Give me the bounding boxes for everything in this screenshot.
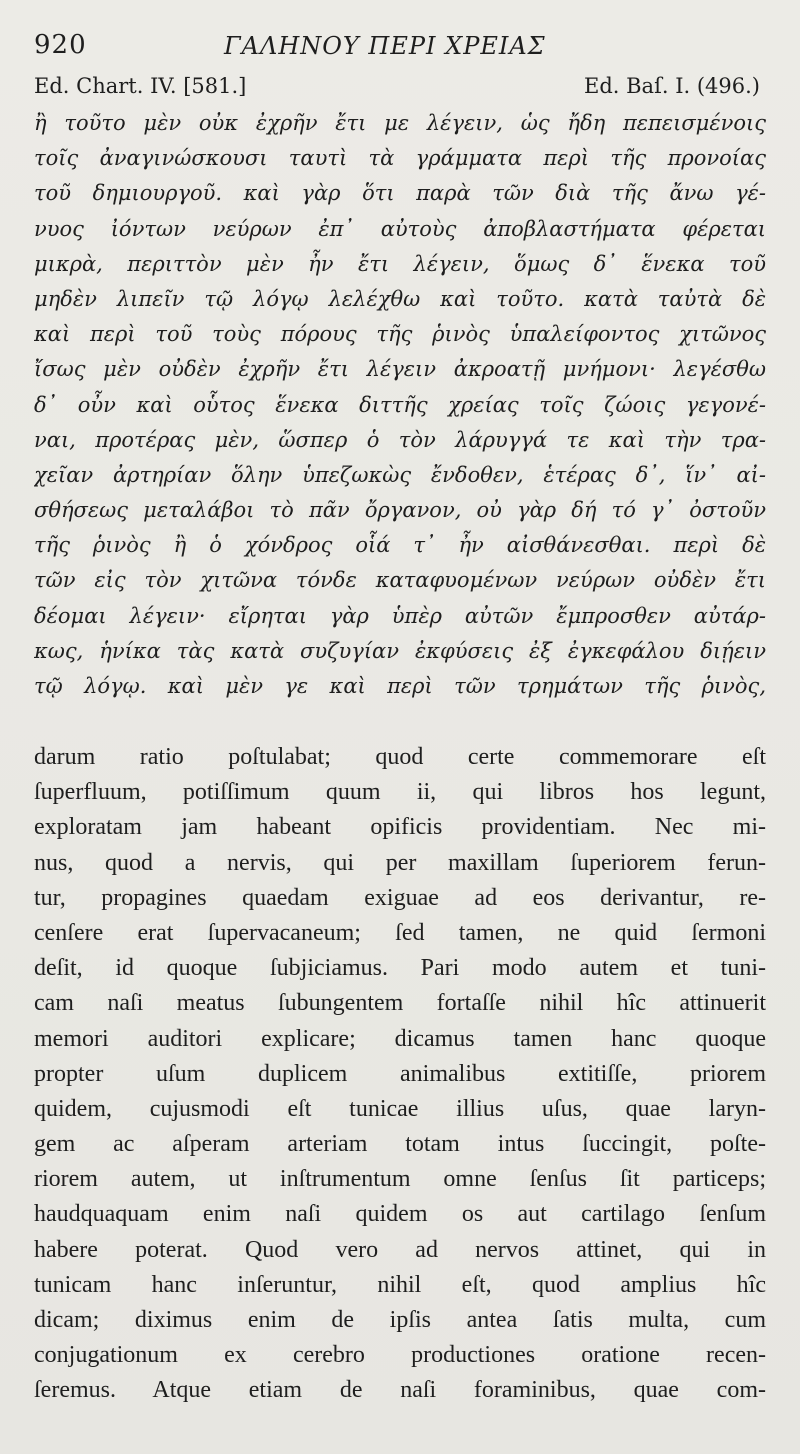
latin-text-line: memori auditori explicare; dicamus tamen hanc quoque — [34, 1025, 766, 1052]
running-title: ΓΑΛΗΝΟΥ ΠΕΡΙ ΧΡΕΙΑΣ — [224, 32, 546, 60]
latin-text-line: cenſere erat ſupervacaneum; ſed tamen, ne quid ſermoni — [34, 919, 766, 946]
greek-text-line: τῷ λόγῳ. καὶ μὲν γε καὶ περὶ τῶν τρημάτων τῆς ῥινὸς, — [34, 674, 766, 698]
greek-text-line: νυος ἰόντων νεύρων ἐπ᾽ αὐτοὺς ἀποβλαστήματα φέρεται — [34, 216, 766, 241]
greek-text-line: μηδὲν λιπεῖν τῷ λόγῳ λελέχθω καὶ τοῦτο. κατὰ ταὐτὰ δὲ — [34, 286, 766, 311]
edition-reference-line — [34, 74, 766, 102]
greek-text-line: κως, ἡνίκα τὰς κατὰ συζυγίαν ἐκφύσεις ἐξ ἐγκεφάλου διῄειν — [34, 638, 766, 663]
greek-text-line: τοῦ δημιουργοῦ. καὶ γὰρ ὅτι παρὰ τῶν διὰ τῆς ἄνω γέ- — [34, 181, 766, 206]
latin-text-line: tunicam hanc inſeruntur, nihil eſt, quod amplius hîc — [34, 1271, 766, 1298]
greek-text-line: ἢ τοῦτο μὲν οὐκ ἐχρῆν ἔτι με λέγειν, ὡς ἤδη πεπεισμένοις — [34, 111, 766, 135]
page-number: 920 — [34, 30, 87, 60]
latin-text-line: dicam; diximus enim de ipſis antea ſatis multa, cum — [34, 1307, 766, 1333]
latin-text-line: tur, propagines quaedam exiguae ad eos derivantur, re- — [34, 884, 766, 911]
greek-text-line: καὶ περὶ τοῦ τοὺς πόρους τῆς ῥινὸς ὑπαλείφοντος χιτῶνος — [34, 322, 766, 347]
latin-text-line: propter uſum duplicem animalibus extitiſſe, priorem — [34, 1060, 766, 1087]
edition-reference-left: Ed. Chart. IV. [581.] — [34, 74, 247, 98]
edition-reference-right: Ed. Baſ. I. (496.) — [584, 74, 760, 98]
greek-text-line: μικρὰ, περιττὸν μὲν ἦν ἔτι λέγειν, ὅμως δ᾽ ἕνεκα τοῦ — [34, 251, 766, 276]
latin-text-line: riorem autem, ut inſtrumentum omne ſenſus ſit particeps; — [34, 1166, 766, 1193]
latin-text-line: deſit, id quoque ſubjiciamus. Pari modo autem et tuni- — [34, 955, 766, 982]
greek-text-line: ναι, προτέρας μὲν, ὥσπερ ὁ τὸν λάρυγγά τε καὶ τὴν τρα- — [34, 427, 766, 452]
latin-text-line: cam naſi meatus ſubungentem fortaſſe nihil hîc attinuerit — [34, 990, 766, 1017]
latin-text-line: exploratam jam habeant opificis providentiam. Nec mi- — [34, 814, 766, 841]
greek-text-line: τῶν εἰς τὸν χιτῶνα τόνδε καταφυομένων νεύρων οὐδὲν ἔτι — [34, 568, 766, 593]
latin-text-line: darum ratio poſtulabat; quod certe commemorare eſt — [34, 744, 766, 770]
greek-text-line: ἴσως μὲν οὐδὲν ἐχρῆν ἔτι λέγειν ἀκροατῇ μνήμονι· λεγέσθω — [34, 357, 766, 382]
latin-text-line: ſeremus. Atque etiam de naſi foraminibus, quae com- — [34, 1377, 766, 1404]
greek-text-line: τῆς ῥινὸς ἢ ὁ χόνδρος οἷά τ᾽ ἦν αἰσθάνεσθαι. περὶ δὲ — [34, 533, 766, 558]
greek-text-line: χεῖαν ἀρτηρίαν ὅλην ὑπεζωκὼς ἔνδοθεν, ἑτέρας δ᾽, ἵν᾽ αἰ- — [34, 462, 766, 487]
latin-text-line: quidem, cujusmodi eſt tunicae illius uſus, quae laryn- — [34, 1095, 766, 1122]
latin-text-block — [34, 740, 766, 1409]
greek-text-line: τοῖς ἀναγινώσκουσι ταυτὶ τὰ γράμματα περὶ τῆς προνοίας — [34, 146, 766, 171]
page-header — [34, 30, 766, 66]
latin-text-line: ſuperfluum, potiſſimum quum ii, qui libros hos legunt, — [34, 779, 766, 806]
greek-text-block — [34, 106, 766, 704]
greek-text-line: δ᾽ οὖν καὶ οὗτος ἕνεκα διττῆς χρείας τοῖς ζώοις γεγονέ- — [34, 392, 766, 417]
greek-text-line: σθήσεως μεταλάβοι τὸ πᾶν ὄργανον, οὐ γὰρ δή τό γ᾽ ὀστοῦν — [34, 498, 766, 523]
latin-text-line: conjugationum ex cerebro productiones oratione recen- — [34, 1342, 766, 1369]
greek-text-line: δέομαι λέγειν· εἴρηται γὰρ ὑπὲρ αὐτῶν ἔμπροσθεν αὐτάρ- — [34, 603, 766, 628]
latin-text-line: habere poterat. Quod vero ad nervos attinet, qui in — [34, 1236, 766, 1263]
latin-text-line: haudquaquam enim naſi quidem os aut cartilago ſenſum — [34, 1201, 766, 1228]
latin-text-line: gem ac aſperam arteriam totam intus ſuccingit, poſte- — [34, 1131, 766, 1158]
latin-text-line: nus, quod a nervis, qui per maxillam ſuperiorem ferun- — [34, 849, 766, 876]
